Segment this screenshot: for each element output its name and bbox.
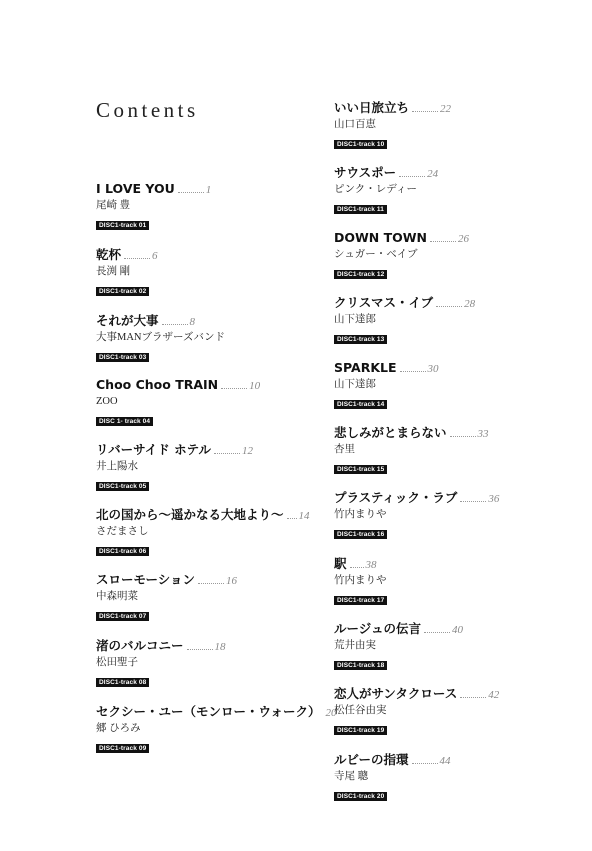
song-title: 悲しみがとまらない bbox=[334, 425, 447, 440]
page-number: 28 bbox=[464, 298, 476, 310]
toc-entry[interactable] bbox=[96, 181, 336, 231]
page-number: 12 bbox=[241, 445, 253, 457]
artist-name: 荒井由実 bbox=[334, 640, 376, 651]
track-badge: DISC1-track 01 bbox=[96, 221, 149, 230]
dot-leader bbox=[412, 111, 438, 112]
page-number: 6 bbox=[152, 250, 158, 262]
toc-entry[interactable] bbox=[334, 490, 574, 540]
dot-leader bbox=[287, 518, 297, 519]
toc-entry[interactable] bbox=[334, 295, 574, 345]
song-title: 渚のバルコニー bbox=[96, 638, 184, 653]
song-title: リバーサイド ホテル bbox=[96, 442, 211, 457]
artist-name: 山口百恵 bbox=[334, 119, 376, 130]
song-title: それが大事 bbox=[96, 313, 159, 328]
dot-leader bbox=[187, 649, 213, 650]
artist-name: 松任谷由実 bbox=[334, 705, 387, 716]
page-number: 22 bbox=[440, 103, 452, 115]
track-badge: DISC1-track 06 bbox=[96, 547, 149, 556]
song-title: SPARKLE bbox=[334, 360, 397, 375]
page-title: Contents bbox=[96, 98, 199, 122]
dot-leader bbox=[400, 371, 426, 372]
dot-leader bbox=[221, 388, 247, 389]
page-number: 18 bbox=[214, 641, 226, 653]
toc-entry[interactable] bbox=[96, 572, 336, 622]
toc-entry[interactable] bbox=[96, 638, 336, 688]
dot-leader bbox=[214, 453, 240, 454]
song-title: セクシー・ユー（モンロー・ウォーク） bbox=[96, 704, 321, 719]
song-title: 乾杯 bbox=[96, 247, 122, 262]
dot-leader bbox=[162, 324, 188, 325]
artist-name: 竹内まりや bbox=[334, 575, 387, 586]
page-number: 30 bbox=[427, 363, 439, 375]
page-number: 14 bbox=[298, 510, 310, 522]
song-title: 駅 bbox=[334, 556, 347, 571]
artist-name: シュガー・ベイブ bbox=[334, 249, 418, 260]
page-number: 8 bbox=[189, 316, 196, 328]
dot-leader bbox=[430, 241, 456, 242]
artist-name: ピンク・レディー bbox=[334, 184, 417, 195]
song-title: 恋人がサンタクロース bbox=[334, 686, 458, 701]
page-number: 20 bbox=[325, 707, 337, 719]
toc-entry[interactable] bbox=[334, 556, 574, 606]
artist-name: 竹内まりや bbox=[334, 509, 387, 520]
toc-entry[interactable] bbox=[334, 425, 574, 475]
page-number: 1 bbox=[205, 184, 212, 196]
toc-entry[interactable] bbox=[334, 165, 574, 215]
track-badge: DISC1-track 02 bbox=[96, 287, 149, 296]
song-title: DOWN TOWN bbox=[334, 230, 428, 245]
track-badge: DISC1-track 18 bbox=[334, 661, 387, 670]
page-number: 38 bbox=[365, 559, 377, 571]
track-badge: DISC1-track 16 bbox=[334, 530, 387, 539]
artist-name: 尾崎 豊 bbox=[96, 200, 131, 211]
artist-name: さだまさし bbox=[96, 526, 149, 537]
toc-entry[interactable] bbox=[334, 621, 574, 671]
song-title: サウスポー bbox=[334, 165, 397, 180]
track-badge: DISC1-track 05 bbox=[96, 482, 149, 491]
artist-name: 松田聖子 bbox=[96, 657, 138, 668]
dot-leader bbox=[460, 501, 486, 502]
track-badge: DISC1-track 09 bbox=[96, 744, 149, 753]
page-number: 16 bbox=[226, 575, 238, 587]
dot-leader bbox=[124, 258, 150, 259]
dot-leader bbox=[424, 632, 450, 633]
song-title: I LOVE YOU bbox=[96, 181, 175, 196]
dot-leader bbox=[178, 192, 204, 193]
toc-entry[interactable] bbox=[96, 377, 336, 427]
toc-entry[interactable] bbox=[96, 507, 336, 557]
track-badge: DISC1-track 11 bbox=[334, 205, 387, 214]
artist-name: 杏里 bbox=[334, 444, 355, 455]
page-number: 26 bbox=[458, 233, 470, 245]
track-badge: DISC1-track 03 bbox=[96, 353, 149, 362]
dot-leader bbox=[460, 697, 486, 698]
toc-entry[interactable] bbox=[96, 704, 336, 754]
dot-leader bbox=[198, 583, 224, 584]
artist-name: 大事MANブラザーズバンド bbox=[96, 332, 225, 343]
toc-entry[interactable] bbox=[334, 752, 574, 802]
track-badge: DISC1-track 10 bbox=[334, 140, 387, 149]
page-number: 44 bbox=[439, 755, 451, 767]
track-badge: DISC1-track 13 bbox=[334, 335, 387, 344]
song-title: ルビーの指環 bbox=[334, 752, 409, 767]
track-badge: DISC1-track 08 bbox=[96, 678, 149, 687]
song-title: 北の国から～遥かなる大地より～ bbox=[96, 507, 284, 522]
song-title: プラスティック・ラブ bbox=[334, 490, 458, 505]
song-title: いい日旅立ち bbox=[334, 100, 410, 115]
track-badge: DISC1-track 19 bbox=[334, 726, 387, 735]
song-title: ルージュの伝言 bbox=[334, 621, 422, 636]
artist-name: 長渕 剛 bbox=[96, 266, 131, 277]
dot-leader bbox=[412, 763, 438, 764]
track-badge: DISC1-track 17 bbox=[334, 596, 387, 605]
artist-name: 井上陽水 bbox=[96, 461, 138, 472]
toc-entry[interactable] bbox=[96, 247, 336, 297]
track-badge: DISC1-track 15 bbox=[334, 465, 387, 474]
toc-entry[interactable] bbox=[96, 313, 336, 363]
toc-entry[interactable] bbox=[334, 100, 574, 150]
track-badge: DISC 1- track 04 bbox=[96, 417, 153, 426]
track-badge: DISC1-track 14 bbox=[334, 400, 387, 409]
dot-leader bbox=[399, 176, 425, 177]
artist-name: ZOO bbox=[96, 396, 118, 407]
track-badge: DISC1-track 07 bbox=[96, 612, 149, 621]
artist-name: 山下達郎 bbox=[334, 379, 376, 390]
track-badge: DISC1-track 12 bbox=[334, 270, 387, 279]
song-title: クリスマス・イブ bbox=[334, 295, 434, 310]
track-badge: DISC1-track 20 bbox=[334, 792, 387, 801]
toc-entry[interactable] bbox=[96, 442, 336, 492]
toc-entry[interactable] bbox=[334, 230, 574, 280]
toc-entry[interactable] bbox=[334, 686, 574, 736]
dot-leader bbox=[350, 567, 364, 568]
page-number: 40 bbox=[452, 624, 464, 636]
page-number: 42 bbox=[488, 689, 500, 701]
dot-leader bbox=[436, 306, 462, 307]
dot-leader bbox=[450, 436, 476, 437]
song-title: スローモーション bbox=[96, 572, 196, 587]
page-number: 33 bbox=[477, 428, 489, 440]
page-number: 36 bbox=[488, 493, 500, 505]
song-title: Choo Choo TRAIN bbox=[96, 377, 219, 392]
toc-entry[interactable] bbox=[334, 360, 574, 410]
artist-name: 中森明菜 bbox=[96, 591, 138, 602]
page-number: 10 bbox=[249, 380, 261, 392]
page-number: 24 bbox=[427, 168, 439, 180]
artist-name: 山下達郎 bbox=[334, 314, 376, 325]
artist-name: 寺尾 聰 bbox=[334, 771, 369, 782]
artist-name: 郷 ひろみ bbox=[96, 723, 141, 734]
